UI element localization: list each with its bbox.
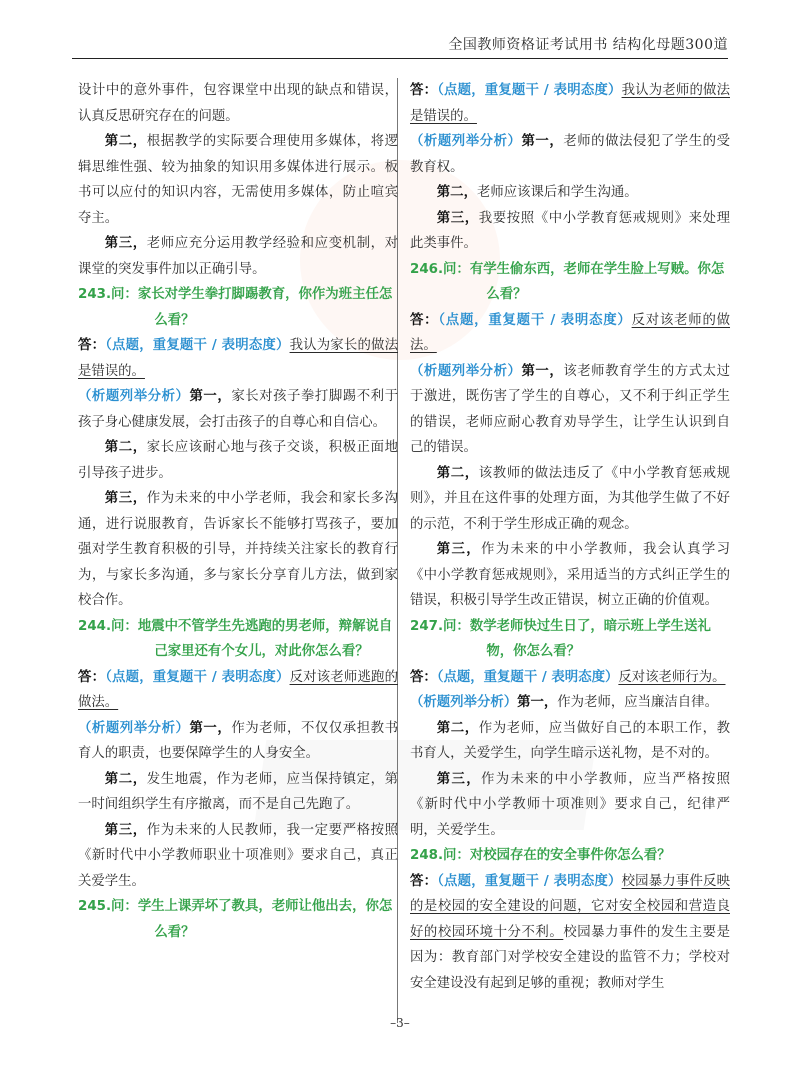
answer-245: 答：（点题，重复题干 / 表明态度）我认为老师的做法是错误的。 bbox=[410, 82, 730, 124]
paragraph: （析题列举分析）第一，该老师教育学生的方式太过于激进，既伤害了学生的自尊心，又不利于纠正学生的错误，老师应耐心教育劝导学生，让学生认识到自己的错误。 bbox=[410, 362, 731, 455]
answer-248: 答：（点题，重复题干 / 表明态度）校园暴力事件反映的是校园的安全建设的问题，它对安全校园和营造良好的校园环境十分不利。校园暴力事件的发生主要是因为：教育部门对学校安全建设的监管不力；学校对安全建设没有起到足够的重视；教师对学生 bbox=[410, 872, 731, 991]
question-246: 246.问：有学生偷东西，老师在学生脸上写贼。你怎么看？ bbox=[410, 261, 725, 302]
paragraph: 第二，该教师的做法违反了《中小学教育惩戒规则》，并且在这件事的处理方面，为其他学生做了不好的示范，不利于学生形成正确的观念。 bbox=[410, 464, 731, 532]
answer-244: 答：（点题，重复题干 / 表明态度）反对该老师逃跑的做法。 bbox=[78, 668, 398, 710]
header-title: 全国教师资格证考试用书 结构化母题300道 bbox=[448, 37, 728, 53]
answer-243: 答：（点题，重复题干 / 表明态度）我认为家长的做法是错误的。 bbox=[78, 337, 398, 379]
paragraph: 第二，发生地震，作为老师，应当保持镇定，第一时间组织学生有序撤离，而不是自己先跑了。 bbox=[78, 770, 399, 812]
page-number: –3– bbox=[390, 1016, 410, 1030]
question-245: 245.问：学生上课弄坏了教具，老师让他出去，你怎么看？ bbox=[78, 899, 393, 940]
question-247: 247.问：数学老师快过生日了，暗示班上学生送礼物，你怎么看？ bbox=[410, 618, 711, 659]
paragraph: 第二，作为老师，应当做好自己的本职工作，教书育人，关爱学生，向学生暗示送礼物，是不对的。 bbox=[410, 719, 731, 761]
intro-paragraph: 设计中的意外事件，包容课堂中出现的缺点和错误，认真反思研究存在的问题。 bbox=[78, 83, 398, 124]
paragraph: 第三，作为未来的中小学老师，我会和家长多沟通，进行说服教育，告诉家长不能够打骂孩子，要加强对学生教育积极的引导，并持续关注家长的教育行为，与家长多沟通，多与家长分享育儿方法，做到家校合作。 bbox=[78, 490, 399, 608]
question-248: 248.问：对校园存在的安全事件你怎么看？ bbox=[410, 848, 671, 863]
left-column bbox=[78, 78, 398, 945]
paragraph: 第三，我要按照《中小学教育惩戒规则》来处理此类事件。 bbox=[410, 209, 731, 251]
paragraph: 第三，作为未来的人民教师，我一定要严格按照《新时代中小学教师职业十项准则》要求自己，真正关爱学生。 bbox=[78, 821, 399, 889]
paragraph: （析题列举分析）第一，家长对孩子拳打脚踢不利于孩子身心健康发展，会打击孩子的自尊心和自信心。 bbox=[78, 388, 399, 430]
right-column bbox=[410, 78, 730, 996]
paragraph: 第二，家长应该耐心地与孩子交谈，积极正面地引导孩子进步。 bbox=[78, 439, 399, 481]
paragraph: 第三，老师应充分运用教学经验和应变机制，对课堂的突发事件加以正确引导。 bbox=[78, 235, 399, 277]
paragraph: （析题列举分析）第一，作为老师，不仅仅承担教书育人的职责，也要保障学生的人身安全。 bbox=[78, 719, 399, 761]
paragraph: 第三，作为未来的中小学教师，我会认真学习《中小学教育惩戒规则》，采用适当的方式纠正学生的错误，积极引导学生改正错误，树立正确的价值观。 bbox=[410, 541, 731, 608]
paragraph: （析题列举分析）第一，作为老师，应当廉洁自律。 bbox=[410, 694, 718, 710]
question-244: 244.问：地震中不管学生先逃跑的男老师，辩解说自己家里还有个女儿，对此你怎么看？ bbox=[78, 618, 393, 659]
page-header bbox=[72, 34, 728, 59]
answer-246: 答：（点题，重复题干 / 表明态度）反对该老师的做法。 bbox=[410, 311, 731, 353]
paragraph: （析题列举分析）第一，老师的做法侵犯了学生的受教育权。 bbox=[410, 133, 731, 175]
question-243: 243.问：家长对学生拳打脚踢教育，你作为班主任怎么看？ bbox=[78, 287, 393, 328]
paragraph: 第二，根据教学的实际要合理使用多媒体，将逻辑思维性强、较为抽象的知识用多媒体进行展示。板书可以应付的知识内容，无需使用多媒体，防止喧宾夺主。 bbox=[78, 133, 399, 226]
paragraph: 第二，老师应该课后和学生沟通。 bbox=[436, 184, 638, 200]
paragraph: 第三，作为未来的中小学教师，应当严格按照《新时代中小学教师十项准则》要求自己，纪律严明，关爱学生。 bbox=[410, 770, 731, 838]
answer-247: 答：（点题，重复题干 / 表明态度）反对该老师行为。 bbox=[410, 668, 726, 685]
